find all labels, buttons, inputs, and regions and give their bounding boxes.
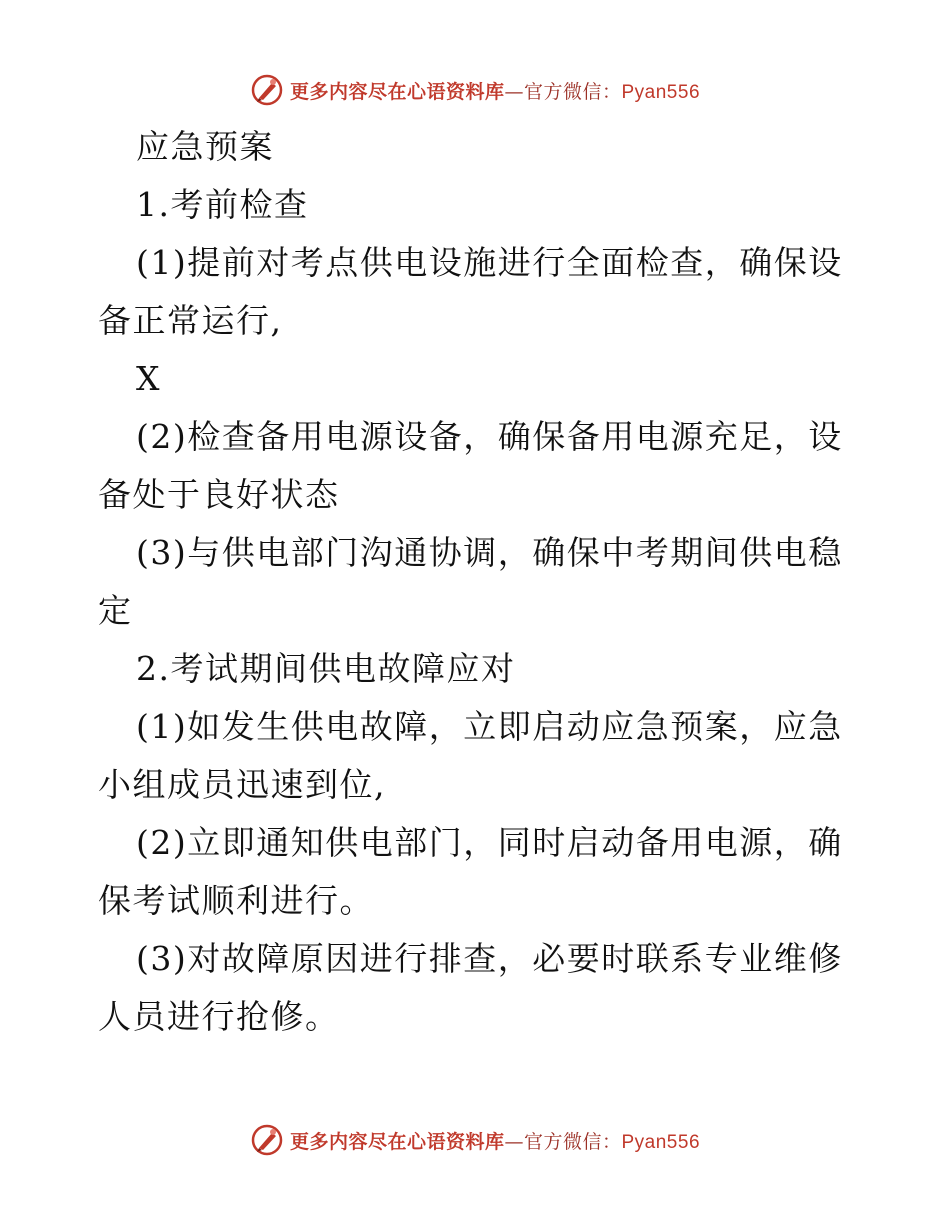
pen-logo-icon — [250, 1123, 284, 1157]
watermark-text: 更多内容尽在心语资料库—官方微信：Pyan556 — [289, 1130, 701, 1153]
text-line: 应急预案 — [136, 127, 274, 166]
header-watermark — [0, 70, 950, 110]
text-line: 小组成员迅速到位, — [98, 765, 386, 804]
text-line: 保考试顺利进行。 — [98, 881, 374, 920]
text-line: 定 — [98, 591, 133, 630]
text-line: (1)如发生供电故障，立即启动应急预案，应急 — [136, 707, 843, 746]
text-line: (3)与供电部门沟通协调，确保中考期间供电稳 — [136, 533, 843, 572]
text-line: (3)对故障原因进行排查，必要时联系专业维修 — [136, 939, 843, 978]
text-line: 备处于良好状态 — [98, 475, 340, 514]
text-line: (2)检查备用电源设备，确保备用电源充足，设 — [136, 417, 843, 456]
text-line: 1.考前检查 — [136, 185, 309, 224]
text-line: 人员进行抢修。 — [98, 997, 340, 1036]
text-line: X — [136, 359, 161, 398]
text-line: (1)提前对考点供电设施进行全面检查，确保设 — [136, 243, 843, 282]
document-body — [98, 118, 843, 1046]
footer-watermark — [0, 1120, 950, 1160]
text-line: 2.考试期间供电故障应对 — [136, 649, 516, 688]
text-line: (2)立即通知供电部门，同时启动备用电源，确 — [136, 823, 843, 862]
text-line: 备正常运行, — [98, 301, 283, 340]
pen-logo-icon — [250, 73, 284, 107]
watermark-text: 更多内容尽在心语资料库—官方微信：Pyan556 — [289, 80, 701, 103]
